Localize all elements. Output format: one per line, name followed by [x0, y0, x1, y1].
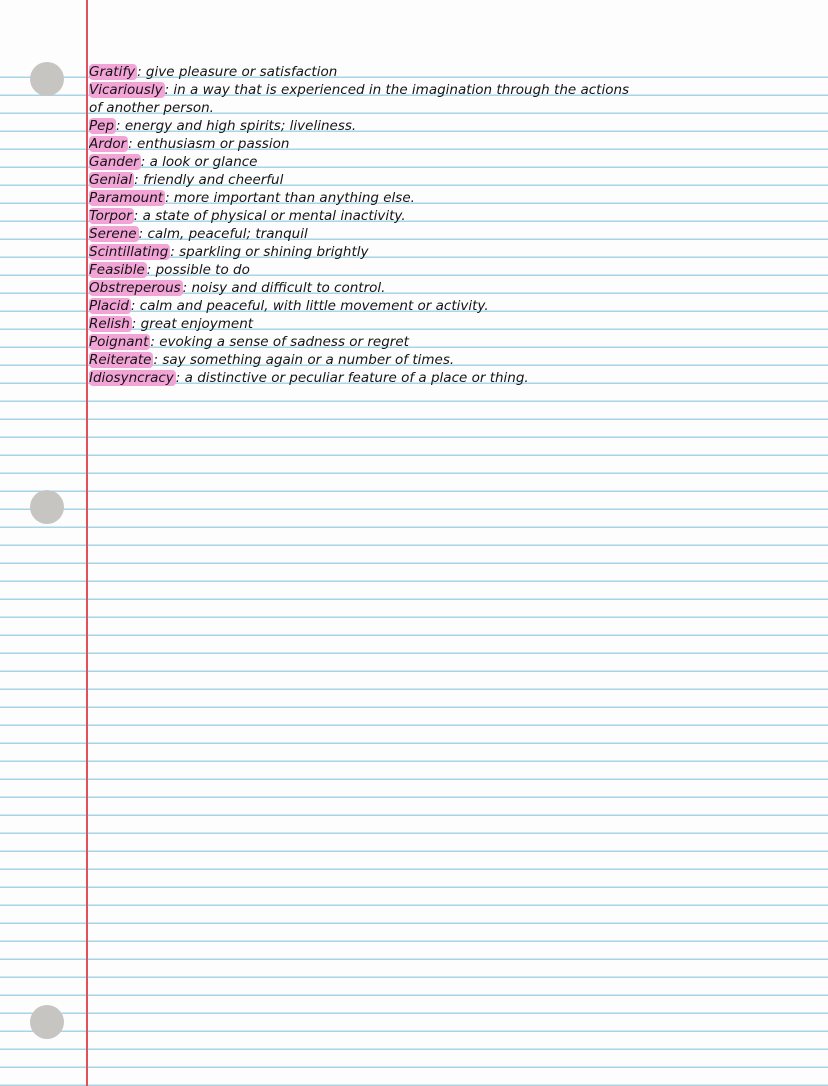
term-separator: :	[146, 262, 156, 278]
term-separator: :	[170, 244, 180, 260]
vocab-entry	[89, 351, 824, 369]
vocab-definition: sparkling or shining brightly	[179, 244, 369, 260]
vocab-entry	[89, 207, 824, 225]
vocab-definition: possible to do	[155, 262, 250, 278]
vocab-definition: in a way that is experienced in the imagination through the actions	[173, 82, 630, 98]
term-separator: :	[134, 172, 143, 188]
vocab-term: Placid	[89, 298, 129, 314]
vocab-term: Pep	[89, 118, 115, 134]
vocab-definition: of another person.	[89, 100, 214, 116]
vocab-term: Reiterate	[89, 352, 152, 368]
term-separator: :	[140, 154, 150, 170]
vocab-definition: energy and high spirits; liveliness.	[124, 118, 357, 134]
vocab-definition: more important than anything else.	[173, 190, 415, 206]
vocab-definition: enthusiasm or passion	[137, 136, 290, 152]
vocab-term: Idiosyncracy	[89, 370, 174, 386]
vocab-entry	[89, 333, 824, 351]
vocab-definition: noisy and difficult to control.	[191, 280, 386, 296]
vocab-definition: a distinctive or peculiar feature of a place or thing.	[184, 370, 529, 386]
vocab-definition: a look or glance	[149, 154, 258, 170]
term-separator: :	[128, 136, 138, 152]
term-separator: :	[150, 334, 160, 350]
term-separator: :	[138, 226, 148, 242]
vocab-definition: calm, peaceful; tranquil	[147, 226, 308, 242]
vocab-entry	[89, 99, 824, 117]
term-separator: :	[153, 352, 163, 368]
vocab-definition: friendly and cheerful	[142, 172, 284, 188]
vocab-definition: a state of physical or mental inactivity.	[142, 208, 406, 224]
vocab-term: Serene	[89, 226, 137, 242]
term-separator: :	[137, 64, 146, 80]
binder-hole-top	[30, 62, 64, 96]
vocab-entry	[89, 153, 824, 171]
top-margin	[0, 0, 828, 60]
term-separator: :	[133, 208, 143, 224]
vocabulary-list	[89, 63, 824, 387]
term-separator: :	[164, 82, 174, 98]
term-separator: :	[182, 280, 192, 296]
vocab-definition: give pleasure or satisfaction	[145, 64, 338, 80]
vocab-term: Feasible	[89, 262, 145, 278]
vocab-entry	[89, 243, 824, 261]
vocab-term: Gratify	[89, 64, 136, 80]
term-separator: :	[131, 316, 141, 332]
vocab-entry	[89, 189, 824, 207]
term-separator: :	[130, 298, 140, 314]
vocab-term: Torpor	[89, 208, 132, 224]
vocab-definition: calm and peaceful, with little movement or activity.	[139, 298, 489, 314]
binder-hole-middle	[30, 490, 64, 524]
vocab-entry	[89, 117, 824, 135]
vocab-entry	[89, 297, 824, 315]
vocab-entry	[89, 315, 824, 333]
vocab-term: Ardor	[89, 136, 127, 152]
vocab-entry	[89, 63, 824, 81]
vocab-term: Paramount	[89, 190, 164, 206]
vocab-entry	[89, 81, 824, 99]
vocab-entry	[89, 279, 824, 297]
margin-line	[86, 0, 88, 1086]
binder-hole-bottom	[30, 1005, 64, 1039]
vocab-entry	[89, 225, 824, 243]
vocab-entry	[89, 135, 824, 153]
vocab-entry	[89, 261, 824, 279]
vocab-term: Gander	[89, 154, 139, 170]
vocab-definition: great enjoyment	[140, 316, 254, 332]
vocab-definition: say something again or a number of times.	[162, 352, 455, 368]
vocab-term: Scintillating	[89, 244, 169, 260]
vocab-entry	[89, 369, 824, 387]
vocab-entry	[89, 171, 824, 189]
vocab-term: Poignant	[89, 334, 149, 350]
term-separator: :	[116, 118, 125, 134]
term-separator: :	[165, 190, 174, 206]
vocab-term: Obstreperous	[89, 280, 181, 296]
term-separator: :	[175, 370, 185, 386]
vocab-term: Relish	[89, 316, 130, 332]
vocab-term: Vicariously	[89, 82, 163, 98]
vocab-term: Genial	[89, 172, 133, 188]
vocab-definition: evoking a sense of sadness or regret	[159, 334, 409, 350]
